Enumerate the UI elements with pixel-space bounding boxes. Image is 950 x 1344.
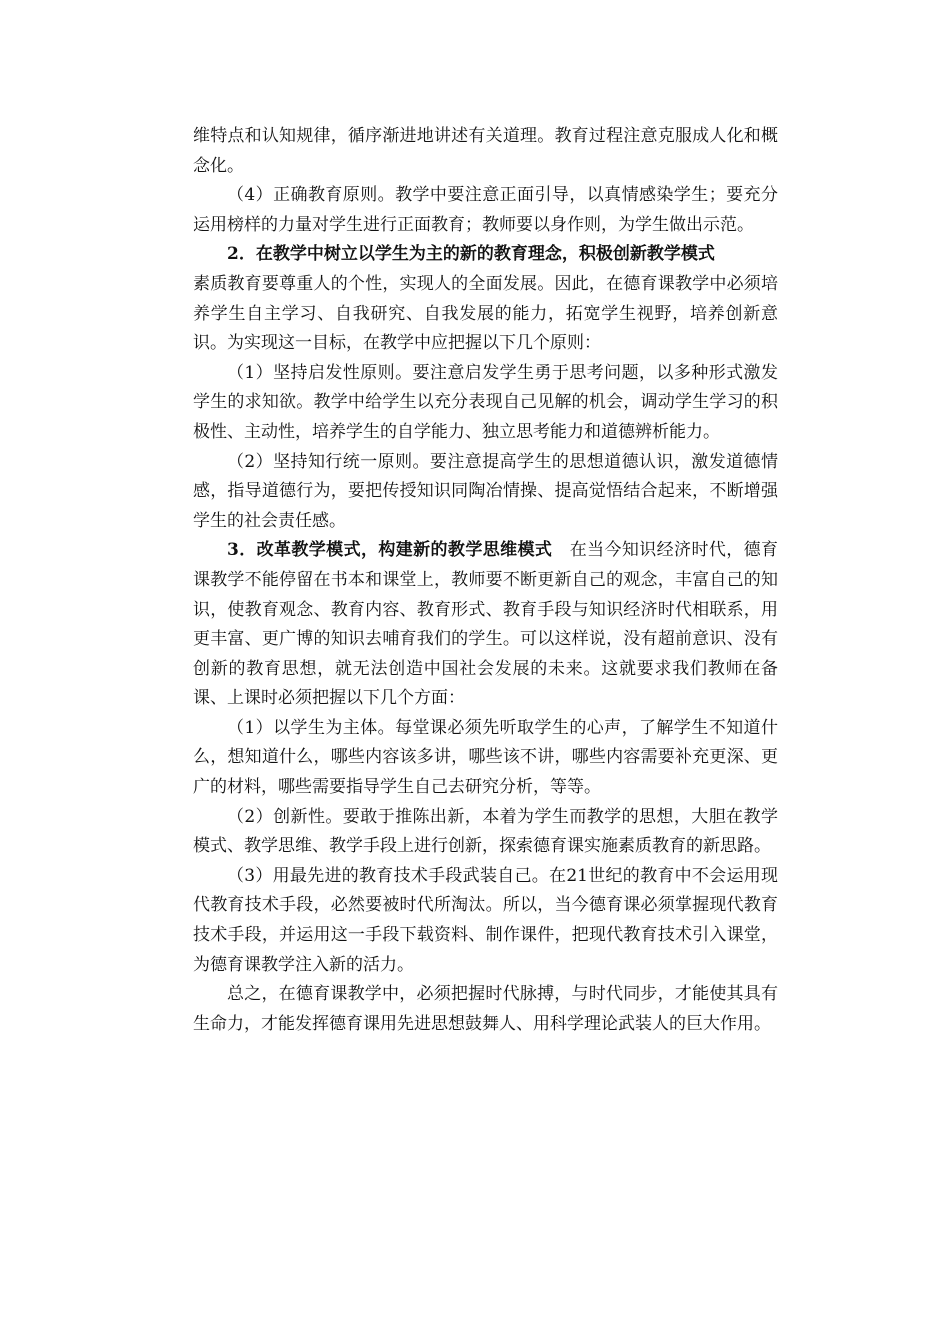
paragraph-continued: 维特点和认知规律，循序渐进地讲述有关道理。教育过程注意克服成人化和概念化。 (193, 126, 778, 176)
section-2-heading (193, 240, 778, 358)
paragraph-technology: （3）用最先进的教育技术手段武装自己。在21世纪的教育中不会运用现代教育技术手段，必然要被时代所淘汰。所以，当今德育课必须掌握现代教育技术手段，并运用这一手段下载资料、制作课件，把现代教育技术引入课堂，为德育课教学注入新的活力。 (193, 865, 778, 975)
paragraph-principle-heuristic: （1）坚持启发性原则。要注意启发学生勇于思考问题，以多种形式激发学生的求知欲。教学中给学生以充分表现自己见解的机会，调动学生学习的积极性、主动性，培养学生的自学能力、独立思考能力和道德辨析能力。 (193, 362, 778, 442)
section-3-paragraph (193, 536, 778, 714)
paragraph-principle-4: （4）正确教育原则。教学中要注意正面引导，以真情感染学生；要充分运用榜样的力量对学生进行正面教育；教师要以身作则，为学生做出示范。 (193, 185, 778, 235)
paragraph-student-subject: （1）以学生为主体。每堂课必须先听取学生的心声，了解学生不知道什么，想知道什么，哪些内容该多讲，哪些该不讲，哪些内容需要补充更深、更广的材料，哪些需要指导学生自己去研究分析，等等。 (193, 717, 778, 798)
paragraph-principle-unity: （2）坚持知行统一原则。要注意提高学生的思想道德认识，激发道德情感，指导道德行为，要把传授知识同陶冶情操、提高觉悟结合起来，不断增强学生的社会责任感。 (193, 451, 778, 531)
document-body (193, 122, 778, 1039)
paragraph-conclusion: 总之，在德育课教学中，必须把握时代脉搏，与时代同步，才能使其具有生命力，才能发挥德育课用先进思想鼓舞人、用科学理论武装人的巨大作用。 (193, 984, 778, 1034)
section-2-title: 2．在教学中树立以学生为主的新的教育理念，积极创新教学模式 (227, 244, 715, 265)
paragraph-innovation: （2）创新性。要敢于推陈出新，本着为学生而教学的思想，大胆在教学模式、教学思维、教学手段上进行创新，探索德育课实施素质教育的新思路。 (193, 806, 778, 857)
section-3-title: 3．改革教学模式，构建新的教学思维模式 (227, 540, 553, 561)
section-2-intro: 素质教育要尊重人的个性，实现人的全面发展。因此，在德育课教学中必须培养学生自主学习、自我研究、自我发展的能力，拓宽学生视野，培养创新意识。为实现这一目标，在教学中应把握以下几个原则： (193, 273, 778, 354)
section-3-intro: 在当今知识经济时代，德育课教学不能停留在书本和课堂上，教师要不断更新自己的观念，丰富自己的知识，使教育观念、教育内容、教育形式、教育手段与知识经济时代相联系，用更丰富、更广博的知识去哺育我们的学生。可以这样说，没有超前意识、没有创新的教育思想，就无法创造中国社会发展的未来。这就要求我们教师在备课、上课时必须把握以下几个方面： (193, 540, 779, 709)
